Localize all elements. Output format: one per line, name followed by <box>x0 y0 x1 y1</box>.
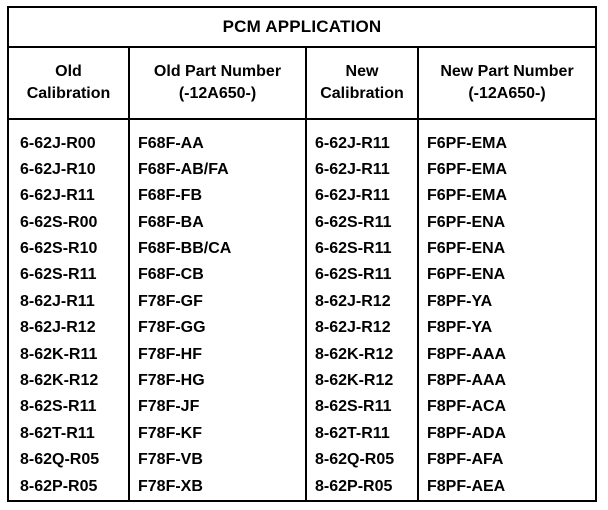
cell-old-calibration: 8-62Q-R05 <box>20 451 100 469</box>
cell-new-part-number: F8PF-AEA <box>427 477 506 495</box>
cell-old-part-number: F78F-HG <box>138 372 205 390</box>
cell-new-calibration: 6-62J-R11 <box>315 187 390 205</box>
header-old-part-number <box>130 48 307 118</box>
header-old-part-number-line2: (-12A650-) <box>178 84 257 102</box>
cell-old-calibration: 6-62J-R10 <box>20 160 96 178</box>
cell-new-part-number: F8PF-AAA <box>427 345 507 363</box>
cell-old-part-number: F68F-BB/CA <box>138 240 232 258</box>
header-old-part-number-line1: Old Part Number <box>153 62 282 80</box>
column-new-calibration <box>307 120 419 500</box>
cell-new-part-number: F6PF-ENA <box>427 240 506 258</box>
cell-old-calibration: 6-62S-R11 <box>20 266 97 284</box>
cell-old-part-number: F68F-FB <box>138 187 202 205</box>
cell-new-part-number: F8PF-ACA <box>427 398 507 416</box>
header-new-part-number <box>419 48 595 118</box>
cell-new-calibration: 8-62Q-R05 <box>315 451 395 469</box>
pcm-application-table <box>7 6 597 502</box>
cell-new-part-number: F6PF-ENA <box>427 266 506 284</box>
header-new-part-number-line1: New Part Number <box>440 62 574 80</box>
cell-old-part-number: F78F-HF <box>138 345 202 363</box>
column-old-part-number <box>130 120 307 500</box>
cell-old-part-number: F78F-XB <box>138 477 203 495</box>
cell-new-calibration: 8-62J-R12 <box>315 292 391 310</box>
cell-old-part-number: F78F-VB <box>138 451 203 469</box>
cell-old-calibration: 8-62K-R11 <box>20 345 98 363</box>
cell-new-calibration: 8-62P-R05 <box>315 477 393 495</box>
cell-new-calibration: 8-62T-R11 <box>315 424 390 442</box>
cell-old-calibration: 6-62S-R00 <box>20 213 98 231</box>
cell-old-part-number: F68F-AB/FA <box>138 160 229 178</box>
cell-new-calibration: 6-62J-R11 <box>315 134 390 152</box>
cell-new-calibration: 6-62S-R11 <box>315 213 392 231</box>
header-old-calibration-line2: Calibration <box>26 84 111 102</box>
header-new-calibration <box>307 48 419 118</box>
cell-old-calibration: 8-62J-R12 <box>20 319 96 337</box>
cell-new-part-number: F8PF-AAA <box>427 372 507 390</box>
cell-old-calibration: 6-62J-R11 <box>20 187 95 205</box>
cell-new-calibration: 6-62J-R11 <box>315 160 390 178</box>
cell-new-part-number: F6PF-EMA <box>427 187 507 205</box>
cell-old-part-number: F78F-GF <box>138 292 203 310</box>
cell-old-calibration: 8-62K-R12 <box>20 372 99 390</box>
cell-old-calibration: 8-62J-R11 <box>20 292 95 310</box>
cell-old-part-number: F68F-AA <box>138 134 204 152</box>
cell-new-part-number: F6PF-EMA <box>427 160 507 178</box>
cell-new-calibration: 6-62S-R11 <box>315 266 392 284</box>
header-new-calibration-line2: Calibration <box>320 84 404 102</box>
header-new-calibration-line1: New <box>345 62 379 80</box>
table-title: PCM APPLICATION <box>9 8 595 48</box>
cell-new-part-number: F8PF-AFA <box>427 451 504 469</box>
cell-new-calibration: 8-62K-R12 <box>315 345 394 363</box>
cell-old-part-number: F78F-KF <box>138 424 202 442</box>
cell-old-part-number: F78F-GG <box>138 319 206 337</box>
cell-new-part-number: F6PF-EMA <box>427 134 507 152</box>
cell-new-calibration: 8-62S-R11 <box>315 398 392 416</box>
header-old-calibration <box>9 48 130 118</box>
column-old-calibration <box>9 120 130 500</box>
cell-old-calibration: 8-62S-R11 <box>20 398 97 416</box>
cell-old-part-number: F68F-CB <box>138 266 204 284</box>
cell-new-part-number: F8PF-YA <box>427 292 493 310</box>
cell-old-part-number: F68F-BA <box>138 213 204 231</box>
cell-new-calibration: 6-62S-R11 <box>315 240 392 258</box>
cell-old-calibration: 8-62T-R11 <box>20 424 95 442</box>
cell-old-calibration: 8-62P-R05 <box>20 477 98 495</box>
cell-new-calibration: 8-62K-R12 <box>315 372 394 390</box>
cell-new-part-number: F8PF-YA <box>427 319 493 337</box>
cell-old-calibration: 6-62S-R10 <box>20 240 98 258</box>
header-new-part-number-line2: (-12A650-) <box>468 84 546 102</box>
cell-new-part-number: F8PF-ADA <box>427 424 507 442</box>
cell-new-calibration: 8-62J-R12 <box>315 319 391 337</box>
column-new-part-number <box>419 120 595 500</box>
table-body <box>9 120 595 500</box>
cell-new-part-number: F6PF-ENA <box>427 213 506 231</box>
cell-old-part-number: F78F-JF <box>138 398 200 416</box>
cell-old-calibration: 6-62J-R00 <box>20 134 96 152</box>
header-row <box>9 48 595 120</box>
header-old-calibration-line1: Old <box>55 62 82 80</box>
